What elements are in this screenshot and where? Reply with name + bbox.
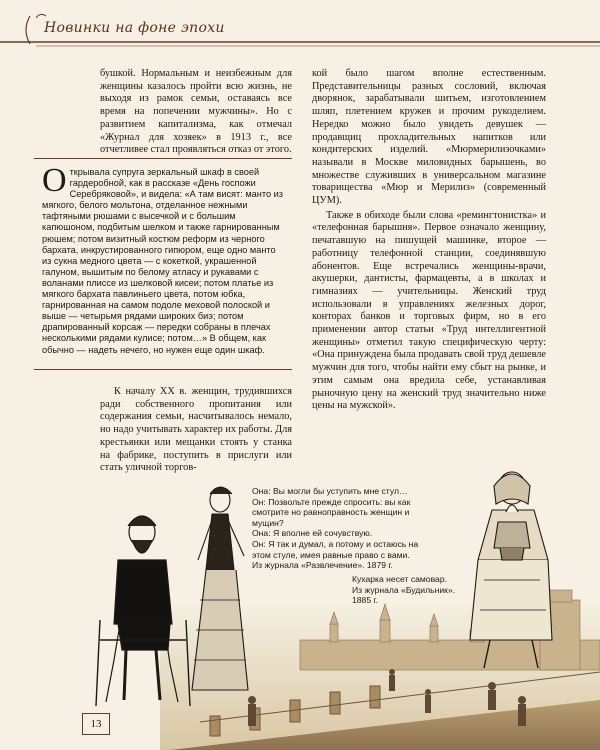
page-number: 13 <box>82 713 110 735</box>
sidebar-text: ткрывала супруга зеркальный шкаф в своей гардеробной, как в рассказе «День госпожи Серебряковой», и видела: «А там висят: манто из мягкого, белого мольтона, отделанное нежными тафтяными рюшами с высечкой и с большим капюшоном, подбитым шелком и также гарнированным рюшем; потом визитный костюм реформ из черного бархата, инкрустированного гипюром, еще одно манто из сукна медного цвета — с кокеткой, украшенной галуном, вышитым по белому атласу и рукавами с воланами плиссе из шелковой кисеи; потом платье из мягкого бархата павлиньего цвета, потом юбка, гарнированная на самом подоле меховой полоской и выше — четырьмя рядами широких биэ; потом драпированный корсаж — передки собраны в плечах несколькими рядами кулисе; потом…» В общем, как обычно — надеть нечего, но нужен еще один шкаф. <box>42 167 283 355</box>
left-column-top <box>100 68 292 157</box>
body-paragraph: кой было шагом вполне естественным. Представительницы разных сословий, включая дворянок, зарабатывали шитьем, изготовлением шляп, плетением кружев и прочим рукоделием. Нередко можно было увидеть девушек — продавщиц прохладительных напитков или кондитерских изделий. «Мюрмерилизочками» называли в Москве миловидных барышень, во множестве служивших в универсальном магазине товарищества «Мюр и Мерилиз» (современный ЦУМ). <box>312 68 546 207</box>
drop-cap: О <box>42 162 67 199</box>
body-paragraph: Также в обиходе были слова «ремингтонистка» и «телефонная барышня». Первое означало женщину, печатавшую на пишущей машинке, второе — работницу телефонной станции, соединявшую абонентов. Еще встречались женщины-врачи, акушерки, дантисты, фармацевты, а в школах и гимназиях — учительницы. Женский труд использовали в управлениях железных дорог, конторах банков и торговых фирм, но в его применении автор статьи «Труд интеллигентной женщины» отметил такую специфическую черту: «Она принуждена была продавать свой труд дешевле мужчин для того, чтобы найти ему сбыт на рынке, и этим самым она вредила себе, устанавливая рыночную цену на женский труд значительно ниже цены на мужской». <box>312 209 546 412</box>
caption-year: 1885 г. <box>352 595 378 606</box>
running-header-title: Новинки на фоне эпохи <box>44 20 225 36</box>
standing-woman-engraving <box>192 487 248 690</box>
sidebar-excerpt <box>34 158 292 370</box>
body-paragraph: бушкой. Нормальным и неизбежным для женщины казалось пройти всю жизнь, не выходя из рамок семьи, оставаясь все время на попечении мужчины». Но с развитием капитализма, как отмечал «Журнал для хозяек» в 1913 г., все отчетливее стал проявляться отказ от этого. <box>100 68 292 156</box>
caption-line: Он: Позвольте прежде спросить: вы как смотрите но равноправность женщин и мущин? <box>252 496 411 528</box>
cook-with-samovar-engraving <box>470 472 552 668</box>
caption-line: Она: Вы могли бы уступить мне стул… <box>252 486 408 496</box>
caption-line: Она: Я вполне ей сочувствую. <box>252 528 373 539</box>
caption-line: Он: Я так и думал, а потому и остаюсь на этом стуле, имея равные право с вами. <box>252 538 419 560</box>
caption-line: Кухарка несет самовар. <box>352 574 447 584</box>
body-paragraph: К началу XX в. женщин, трудившихся ради собственного пропитания или содержания семьи, насчитывалось немало, но надо учитывать характер их работы. Для крестьянки или мещанки стоять у станка на фабрике, поступить в прислуги или стать уличной торгов- <box>100 386 292 474</box>
cook-caption <box>352 574 464 606</box>
caption-source: Из журнала «Развлечение». 1879 г. <box>252 560 393 571</box>
caption-source: Из журнала «Будильник». <box>352 584 456 595</box>
dialogue-caption <box>252 486 434 571</box>
right-column <box>312 68 546 413</box>
